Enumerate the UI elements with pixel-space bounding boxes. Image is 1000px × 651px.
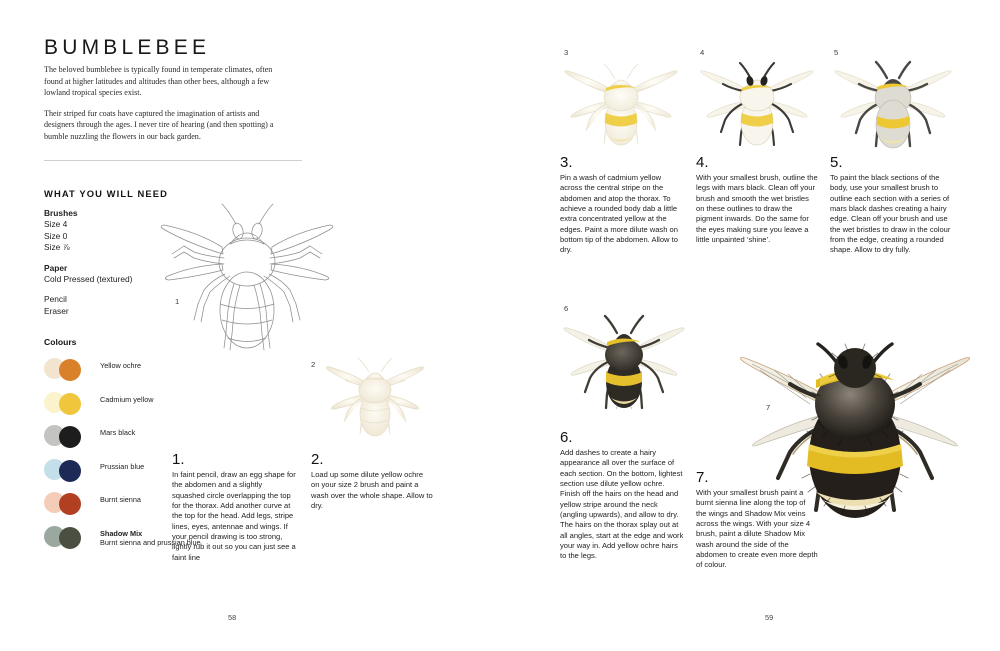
right-page [500,0,1000,651]
step-6 [560,430,684,562]
figure-6-hairy-bee [560,312,688,420]
divider-rule [44,160,302,161]
brush-size-1: Size 4 [44,219,68,230]
figure-3-cadmium-yellow-bee [562,58,680,150]
paper-value: Cold Pressed (textured) [44,274,133,285]
intro-paragraph-1: The beloved bumblebee is typically found in temperate climates, often found at higher latitudes and altitudes than other bees, although a few lowland tropical species exist. [44,65,273,98]
brush-size-3: Size ⅞ [44,242,70,253]
step-2-text: Load up some dilute yellow ochre on your size 2 brush and paint a wash over the whole shape. Allow to dry. [311,470,433,511]
left-page-number: 58 [228,613,237,622]
colour-blob-dark [59,460,81,482]
colours-heading: Colours [44,337,77,347]
colour-name-label: Yellow ochre [100,361,142,370]
colour-blob-dark [59,359,81,381]
step-3-text: Pin a wash of cadmium yellow across the central stripe on the abdomen and atop the thorax. To achieve a rounded body dab a little extra concentrated yellow at the edges. Paint a more dilute wash on bottom tip of the abdomen. Allow to dry. [560,173,678,255]
figure-2-ochre-wash-bee [325,352,425,444]
step-1-number: 1. [172,451,185,468]
colour-blob-dark [59,527,81,549]
colour-name-sub: Burnt sienna and prussian blue [100,537,201,547]
step-3 [560,155,682,256]
figure-2-number: 2 [311,360,316,369]
step-7-text: With your smallest brush paint a burnt sienna line along the top of the wings and Shadow Mix veins across the wings. With your size 4 brush, paint a dilute Shadow Mix wash around the side of the abdomen to create even more depth of colour. [696,488,818,570]
figure-7-number: 7 [766,403,771,412]
figure-1-line-drawing [160,192,335,357]
step-2-number: 2. [311,451,324,468]
figure-4-number: 4 [700,48,705,57]
colour-name-label: Cadmium yellow [100,394,154,404]
step-6-number: 6. [560,429,573,446]
colour-swatch-row [44,356,224,390]
right-page-number: 59 [765,613,774,622]
colour-blob-dark [59,493,81,515]
colour-name-label: Prussian blue [100,461,145,471]
step-6-text: Add dashes to create a hairy appearance all over the surface of each section. On the bottom, lightest section use dilute yellow ochre. Finish off the hairs on the head and yellow stripe around the neck (angling upwards), and allow to dry. The hairs on the thorax splay out at all angles, start at the edge and work your way in. Add yellow ochre hairs to the legs. [560,448,684,561]
page-title: BUMBLEBEE [44,36,211,59]
colour-blob-dark [59,393,81,415]
figure-4-black-legs-bee [698,58,816,150]
intro-text [44,64,289,152]
step-5-number: 5. [830,154,843,171]
paper-label: Paper [44,262,68,273]
step-7-number: 7. [696,469,709,486]
step-1 [172,452,297,563]
step-5 [830,155,954,256]
figure-5-number: 5 [834,48,839,57]
pencil-item: Pencil [44,294,67,305]
colour-blob-dark [59,426,81,448]
figure-6-number: 6 [564,304,569,313]
intro-paragraph-2: Their striped fur coats have captured the imagination of artists and designers through the ages. I never tire of hearing (and then spotting) a bumble nuzzling the flowers in our back garden. [44,108,274,141]
colour-name-label: Mars black [100,428,136,437]
step-3-number: 3. [560,154,573,171]
brushes-label: Brushes [44,208,78,218]
brush-size-2: Size 0 [44,230,68,241]
step-7 [696,470,818,571]
step-4-number: 4. [696,154,709,171]
step-4-text: With your smallest brush, outline the legs with mars black. Clean off your brush and smooth the wet bristles on these outlines to draw the pigment inwards. Do the same for the eyes making sure you leave a little unpainted ‘shine’. [696,173,818,245]
colour-swatch-row [44,390,224,424]
eraser-item: Eraser [44,305,69,316]
step-4 [696,155,818,245]
figure-3-number: 3 [564,48,569,57]
step-2 [311,452,433,511]
figure-5-black-sections-bee [832,58,954,150]
step-5-text: To paint the black sections of the body, use your smallest brush to outline each section with a series of mars black dashes creating a hairy edge. Clean off your brush and use the wet bristles to draw in the colour from the edge, creating a rounded shape. Allow to dry fully. [830,173,951,255]
step-1-text: In faint pencil, draw an egg shape for the abdomen and a slightly squashed circle overlapping the top for the thorax. Add another curve at the top for the head. Add legs, stripe lines, eyes, antennae and wings. If your pencil drawing is too strong, lightly rub it out so you can just see a faint line [172,470,296,562]
figure-1-number: 1 [175,297,180,306]
colour-name-label: Burnt sienna [100,495,141,504]
colour-name-primary: Shadow Mix [100,528,143,538]
what-you-will-need-heading: WHAT YOU WILL NEED [44,188,168,199]
